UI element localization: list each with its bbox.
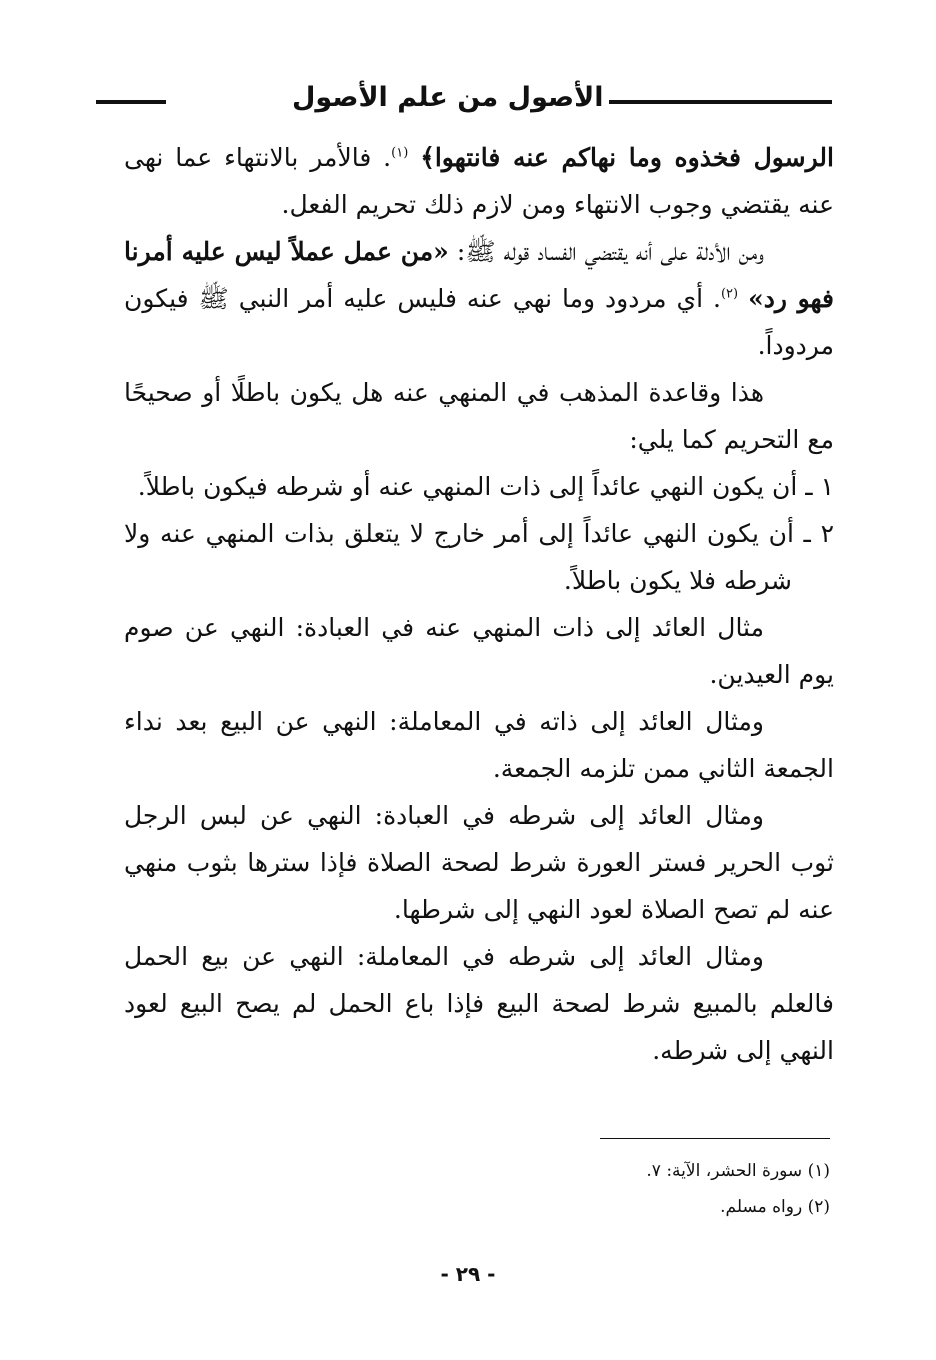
paragraph-4: مثال العائد إلى ذات المنهي عنه في العبادة: النهي عن صوم يوم العيدين. bbox=[124, 613, 834, 689]
paragraph-6: ومثال العائد إلى شرطه في العبادة: النهي عن لبس الرجل ثوب الحرير فستر العورة شرط لصحة الصلاة فإذا سترها بثوب منهي عنه لم تصح الصلاة لعود النهي إلى شرطها. bbox=[124, 801, 834, 924]
paragraph-1 bbox=[124, 134, 834, 228]
footnote-1: (١) سورة الحشر، الآية: ٧. bbox=[646, 1161, 830, 1181]
paragraph-1-rest: . فالأمر بالانتهاء عما نهى عنه يقتضي وجوب الانتهاء ومن لازم ذلك تحريم الفعل. bbox=[124, 143, 834, 219]
list-item-1: ١ ـ أن يكون النهي عائداً إلى ذات المنهي عنه أو شرطه فيكون باطلاً. bbox=[137, 472, 834, 501]
paragraph-5: ومثال العائد إلى ذاته في المعاملة: النهي عن البيع بعد نداء الجمعة الثاني ممن تلزمه الجمعة. bbox=[124, 707, 834, 783]
running-header bbox=[96, 80, 832, 124]
paragraph-3: هذا وقاعدة المذهب في المنهي عنه هل يكون باطلًا أو صحيحًا مع التحريم كما يلي: bbox=[124, 378, 834, 454]
list-item-2: ٢ ـ أن يكون النهي عائداً إلى أمر خارج لا يتعلق بذات المنهي عنه ولا شرطه فلا يكون باطلاً. bbox=[124, 519, 834, 595]
footnote-divider bbox=[600, 1138, 830, 1139]
page-number: - ٢٩ - bbox=[440, 1262, 496, 1286]
paragraph-2-lead: ومن الأدلة على أنه يقتضي الفساد قوله ﷺ: bbox=[448, 237, 764, 266]
footnote-ref-1: (١) bbox=[391, 145, 409, 161]
footnotes bbox=[500, 1153, 830, 1225]
hadith-quote: «من عمل عملاً ليس عليه أمرنا فهو رد» bbox=[124, 237, 834, 313]
header-rule-left bbox=[96, 100, 166, 104]
paragraph-2 bbox=[124, 228, 834, 369]
quran-quote: الرسول فخذوه وما نهاكم عنه فانتهوا﴾ bbox=[420, 143, 834, 172]
running-header-title: الأصول من علم الأصول bbox=[286, 82, 609, 113]
footnote-ref-2: (٢) bbox=[720, 286, 739, 302]
footnote-2: (٢) رواه مسلم. bbox=[720, 1197, 830, 1217]
paragraph-7: ومثال العائد إلى شرطه في المعاملة: النهي عن بيع الحمل فالعلم بالمبيع شرط لصحة البيع فإذا باع الحمل لم يصح البيع لعود النهي إلى شرطه. bbox=[124, 942, 834, 1065]
main-text bbox=[124, 134, 834, 1074]
paragraph-2-rest: . أي مردود وما نهي عنه فليس عليه أمر النبي ﷺ فيكون مردوداً. bbox=[124, 284, 834, 360]
